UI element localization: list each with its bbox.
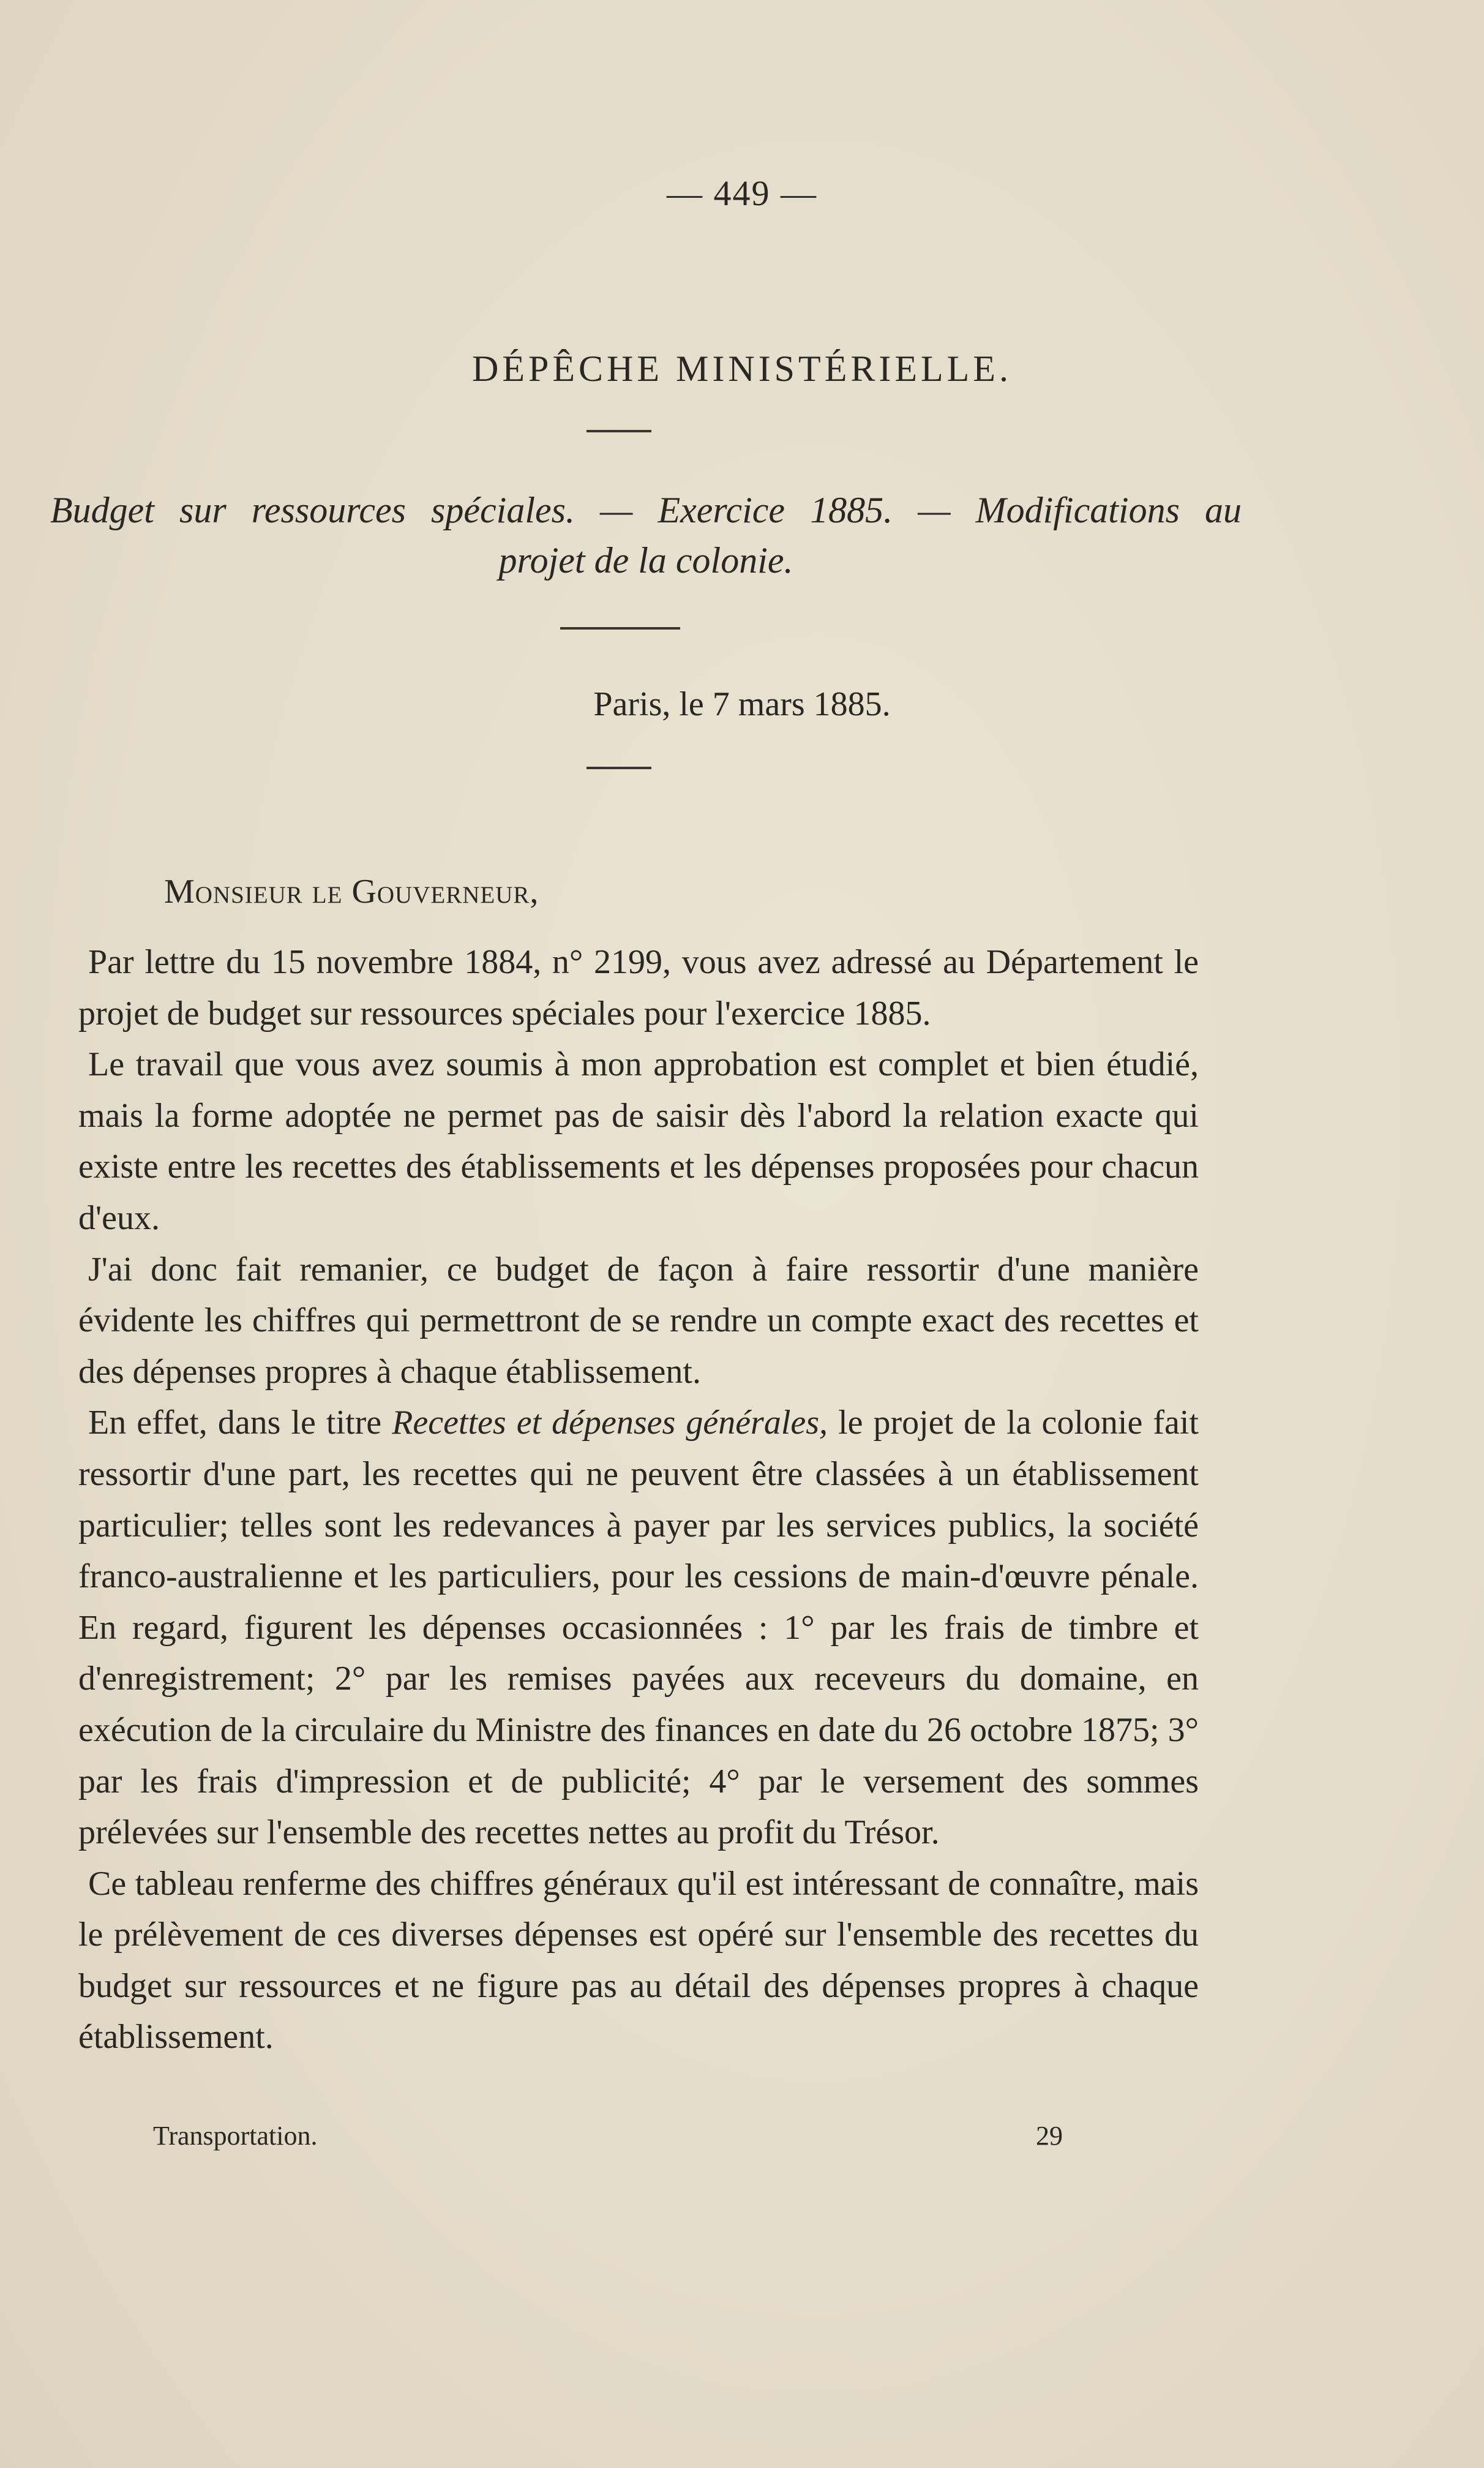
title-divider (586, 430, 651, 432)
paragraph-4-text-end: le projet de la colonie fait ressortir d'une part, les recettes qui ne peuvent être classées à un établissement particulier; telles sont les redevances à payer par les services publics, la société franco-australienne et les particuliers, pour les cessions de main-d'œuvre pénale. En regard, figurent les dépenses occasionnées : 1° par les frais de timbre et d'enregistrement; 2° par les remises payées aux receveurs du domaine, en exécution de la circulaire du Ministre des finances en date du 26 octobre 1875; 3° par les frais d'impression et de publicité; 4° par le versement des sommes prélevées sur l'ensemble des recettes nettes au profit du Trésor. (78, 1404, 1199, 1852)
footer-sheet-number: 29 (1036, 2121, 1063, 2151)
page-number: — 449 — (667, 173, 817, 213)
footer-signature-mark: Transportation. (153, 2121, 318, 2151)
letter-body (78, 937, 1199, 2063)
document-subtitle (50, 485, 1242, 585)
paragraph-2-text: Le travail que vous avez soumis à mon approbation est complet et bien étudié, mais la forme adoptée ne permet pas de saisir dès l'abord la relation exacte qui existe entre les recettes des établissements et les dépenses proposées pour chacun d'eux. (78, 1045, 1199, 1237)
paragraph-4-italic-title: Recettes et dépenses générales, (392, 1404, 828, 1442)
salutation: Monsieur le Gouverneur, (164, 873, 539, 911)
paragraph-1-text: Par lettre du 15 novembre 1884, n° 2199, vous avez adressé au Département le projet de budget sur ressources spéciales pour l'exercice 1885. (78, 943, 1199, 1033)
paragraph-1 (78, 937, 1199, 1039)
paragraph-5-text: Ce tableau renferme des chiffres généraux qu'il est intéressant de connaître, mais le prélèvement de ces diverses dépenses est opéré sur l'ensemble des recettes du budget sur ressources et ne figure pas au détail des dépenses propres à chaque établissement. (78, 1864, 1199, 2056)
paragraph-4 (78, 1398, 1199, 1858)
paragraph-3 (78, 1244, 1199, 1398)
subtitle-divider (560, 627, 680, 630)
paragraph-5 (78, 1859, 1199, 2063)
paragraph-2 (78, 1039, 1199, 1244)
paragraph-4-text-start: En effet, dans le titre (88, 1404, 392, 1442)
paragraph-3-text: J'ai donc fait remanier, ce budget de façon à faire ressortir d'une manière évidente les chiffres qui permettront de se rendre un compte exact des recettes et des dépenses propres à chaque établissement. (78, 1250, 1199, 1391)
subtitle-line-2: projet de la colonie. (498, 540, 793, 581)
date-divider (586, 767, 651, 769)
subtitle-line-1: Budget sur ressources spéciales. — Exercice 1885. — Modifications au (50, 490, 1242, 530)
document-title: DÉPÊCHE MINISTÉRIELLE. (472, 348, 1012, 389)
place-date: Paris, le 7 mars 1885. (593, 685, 891, 723)
